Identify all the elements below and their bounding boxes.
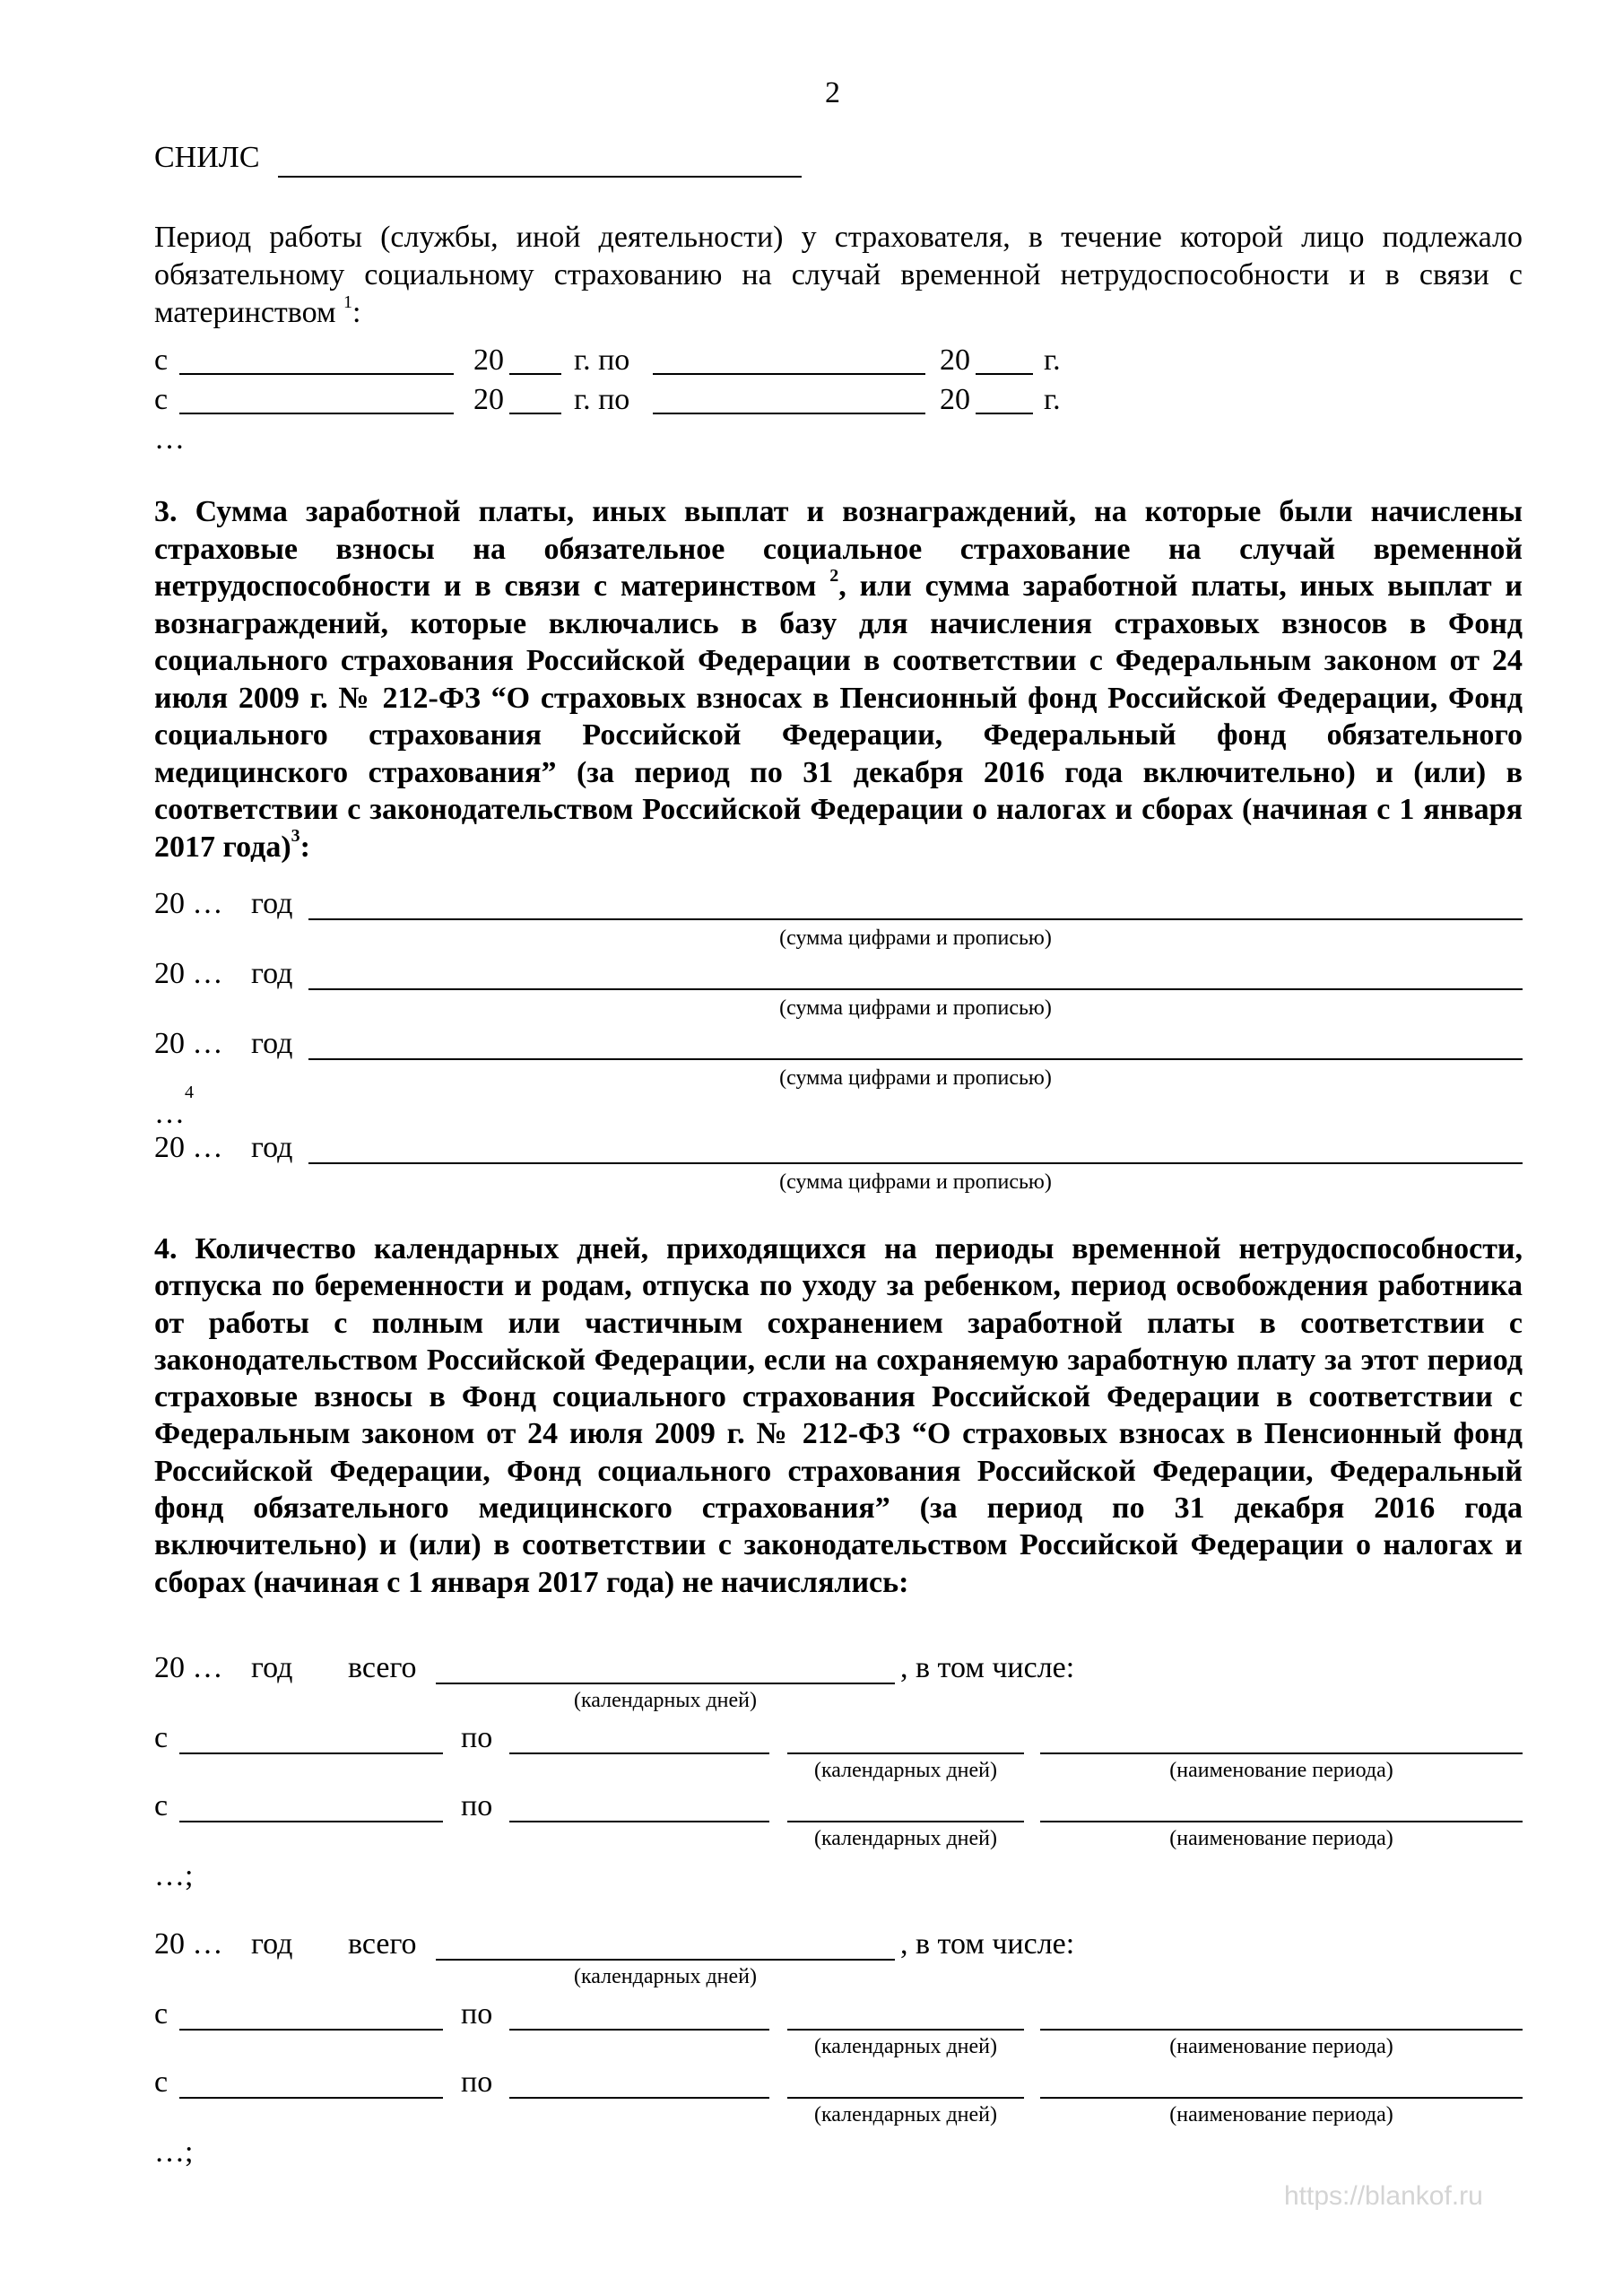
days-caption: (календарных дней) <box>814 1759 997 1782</box>
days-input-line[interactable] <box>787 1821 1024 1822</box>
page-number: 2 <box>825 76 840 109</box>
period-from-label: с <box>154 344 169 377</box>
period-to-date-line[interactable] <box>653 373 925 375</box>
period-year-line[interactable] <box>509 413 561 414</box>
period-year-prefix: 20 <box>473 383 504 416</box>
period-year-suffix: г. <box>1044 344 1061 377</box>
section-3-heading: 3. Сумма заработной платы, иных выплат и вознаграждений, на которые были начислены страховые взносы на обязательное социальное страхование на случай временной нетрудоспособности и в связи с материнством $^2$, или сумма заработной платы, иных выплат и вознаграждений, которые включались в базу для начисления страховых взносов в Фонд социального страхования Российской Федерации в соответствии с Федеральным законом от 24 июля 2009 г. № 212-ФЗ “О страховых взносах в Пенсионный фонд Российской Федерации, Фонд социального страхования Российской Федерации, Федеральный фонд обязательного медицинского страхования” (за период по 31 декабря 2016 года включительно) и (или) в соответствии с законодательством Российской Федерации о налогах и сборах (начиная с 1 января 2017 года)$^3$: <box>154 495 1523 864</box>
to-date-line[interactable] <box>509 2097 769 2099</box>
period-year2-line[interactable] <box>976 413 1033 414</box>
amount-caption: (сумма цифрами и прописью) <box>779 926 1052 950</box>
total-days-input-line[interactable] <box>436 1959 895 1961</box>
to-date-line[interactable] <box>509 1821 769 1822</box>
from-label: с <box>154 1997 169 2031</box>
year-label: 20 … <box>154 957 223 990</box>
snils-input-line[interactable] <box>278 176 802 178</box>
section-4-heading: 4. Количество календарных дней, приходящихся на периоды временной нетрудоспособности, отпуска по беременности и родам, отпуска по уходу за ребенком, период освобождения работника от работы с полным или частичным сохранением заработной платы в соответствии с законодательством Российской Федерации, если на сохраняемую заработную плату за этот период страховые взносы в Фонд социального страхования Российской Федерации в соответствии с Федеральным законом от 24 июля 2009 г. № 212-ФЗ “О страховых взносах в Пенсионный фонд Российской Федерации, Фонд социального страхования Российской Федерации, Федеральный фонд обязательного медицинского страхования” (за период по 31 декабря 2016 года включительно) и (или) в соответствии с законодательством Российской Федерации о налогах и сборах (начиная с 1 января 2017 года) не начислялись: <box>154 1232 1523 1599</box>
amount-caption: (сумма цифрами и прописью) <box>779 1066 1052 1090</box>
section-3-ellipsis: …$^4$ <box>154 1082 194 1130</box>
total-label: всего <box>348 1927 417 1961</box>
period-to-date-line[interactable] <box>653 413 925 414</box>
period-name-input-line[interactable] <box>1040 2029 1523 2031</box>
period-from-date-line[interactable] <box>179 413 454 414</box>
period-name-caption: (наименование периода) <box>1169 2103 1393 2126</box>
amount-input-line[interactable] <box>308 918 1523 920</box>
from-date-line[interactable] <box>179 2097 443 2099</box>
footnote-ref: 2 <box>829 565 839 586</box>
year-label: 20 … <box>154 1027 223 1060</box>
from-date-line[interactable] <box>179 1752 443 1754</box>
days-input-line[interactable] <box>787 2029 1024 2031</box>
amount-caption: (сумма цифрами и прописью) <box>779 996 1052 1020</box>
period-name-input-line[interactable] <box>1040 2097 1523 2099</box>
from-date-line[interactable] <box>179 2029 443 2031</box>
period-name-input-line[interactable] <box>1040 1821 1523 1822</box>
year-word: год <box>251 1927 293 1961</box>
period-name-caption: (наименование периода) <box>1169 1827 1393 1850</box>
days-caption: (календарных дней) <box>574 1689 757 1712</box>
block-ellipsis: …; <box>154 2135 194 2169</box>
year-word: год <box>251 1131 293 1164</box>
footnote-ref: 1 <box>343 291 352 312</box>
year-word: год <box>251 1651 293 1684</box>
from-date-line[interactable] <box>179 1821 443 1822</box>
amount-input-line[interactable] <box>308 988 1523 990</box>
to-label: по <box>461 1789 493 1822</box>
year-word: год <box>251 957 293 990</box>
period-year-suffix: г. <box>1044 383 1061 416</box>
total-label: всего <box>348 1651 417 1684</box>
amount-caption: (сумма цифрами и прописью) <box>779 1170 1052 1194</box>
period-ellipsis: … <box>154 422 185 456</box>
from-label: с <box>154 1721 169 1754</box>
year-word: год <box>251 887 293 920</box>
period-year-to-label: г. по <box>574 344 630 377</box>
period-name-caption: (наименование периода) <box>1169 2035 1393 2058</box>
period-name-input-line[interactable] <box>1040 1752 1523 1754</box>
days-caption: (календарных дней) <box>574 1965 757 1988</box>
period-year-prefix2: 20 <box>940 344 970 377</box>
days-caption: (календарных дней) <box>814 1827 997 1850</box>
to-date-line[interactable] <box>509 2029 769 2031</box>
period-from-label: с <box>154 383 169 416</box>
from-label: с <box>154 1789 169 1822</box>
year-label: 20 … <box>154 1131 223 1164</box>
days-caption: (календарных дней) <box>814 2103 997 2126</box>
days-input-line[interactable] <box>787 2097 1024 2099</box>
period-year-prefix2: 20 <box>940 383 970 416</box>
including-label: , в том числе: <box>900 1927 1075 1961</box>
snils-label: СНИЛС <box>154 141 260 174</box>
total-days-input-line[interactable] <box>436 1683 895 1684</box>
period-year2-line[interactable] <box>976 373 1033 375</box>
year-label: 20 … <box>154 1927 223 1961</box>
amount-input-line[interactable] <box>308 1058 1523 1060</box>
year-word: год <box>251 1027 293 1060</box>
year-label: 20 … <box>154 1651 223 1684</box>
to-date-line[interactable] <box>509 1752 769 1754</box>
period-name-caption: (наименование периода) <box>1169 1759 1393 1782</box>
from-label: с <box>154 2066 169 2099</box>
period-year-prefix: 20 <box>473 344 504 377</box>
including-label: , в том числе: <box>900 1651 1075 1684</box>
days-caption: (календарных дней) <box>814 2035 997 2058</box>
amount-input-line[interactable] <box>308 1162 1523 1164</box>
year-label: 20 … <box>154 887 223 920</box>
footnote-ref: 3 <box>291 826 300 847</box>
block-ellipsis: …; <box>154 1859 194 1892</box>
to-label: по <box>461 1721 493 1754</box>
days-input-line[interactable] <box>787 1752 1024 1754</box>
period-from-date-line[interactable] <box>179 373 454 375</box>
to-label: по <box>461 2066 493 2099</box>
period-year-line[interactable] <box>509 373 561 375</box>
to-label: по <box>461 1997 493 2031</box>
work-period-text: Период работы (службы, иной деятельности) у страхователя, в течение которой лицо подлежало обязательному социальному страхованию на случай временной нетрудоспособности и в связи с материнством $^1$: <box>154 221 1523 329</box>
period-year-to-label: г. по <box>574 383 630 416</box>
watermark-link[interactable]: https://blankof.ru <box>1284 2181 1483 2211</box>
footnote-ref: 4 <box>185 1082 194 1102</box>
